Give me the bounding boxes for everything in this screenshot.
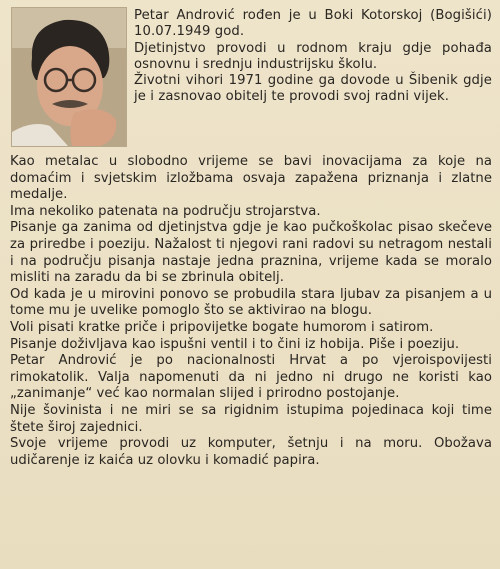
intro-paragraph: Djetinjstvo provodi u rodnom kraju gdje pohađa osnovnu i srednju industrijsku školu. (134, 40, 492, 72)
biography-text (10, 154, 492, 469)
intro-paragraph: Petar Andrović rođen je u Boki Kotorskoj (Bogišići) 10.07.1949 god. (134, 8, 492, 40)
intro-text (134, 8, 492, 106)
body-paragraph: Pisanje ga zanima od djetinjstva gdje je kao pučkoškolac pisao skečeve za priredbe i poeziju. Nažalost ti njegovi rani radovi su netragom nestali i na području pisanja nastaje jedna praznina, vrijeme kada se moralo misliti na zaradu da bi se zbrinula obitelj. (10, 220, 492, 286)
body-paragraph: Nije šovinista i ne miri se sa rigidnim istupima pojedinaca koji time štete široj zajednici. (10, 402, 492, 435)
intro-paragraph: Životni vihori 1971 godine ga dovode u Šibenik gdje je i zasnovao obitelj te provodi svoj radni vijek. (134, 73, 492, 105)
body-paragraph: Svoje vrijeme provodi uz komputer, šetnju i na moru. Obožava udičarenje iz kaića uz olovku i komadić papira. (10, 436, 492, 468)
body-paragraph: Ima nekoliko patenata na području strojarstva. (10, 203, 321, 219)
body-paragraph: Petar Andrović je po nacionalnosti Hrvat a po vjeroispovijesti rimokatolik. Valja napomenuti da ni jedno ni drugo ne koristi kao „zanimanje“ već kao normalan slijed i prirodno postojanje. (10, 353, 492, 402)
author-photo (11, 7, 127, 147)
body-paragraph: Voli pisati kratke priče i pripovijetke bogate humorom i satirom. (10, 319, 434, 335)
body-paragraph: Pisanje doživljava kao ispušni ventil i to čini iz hobija. Piše i poeziju. (10, 336, 460, 352)
body-paragraph: Od kada je u mirovini ponovo se probudila stara ljubav za pisanjem a u tome mu je uvelike pomoglo što se aktivirao na blogu. (10, 286, 492, 319)
body-paragraph: Kao metalac u slobodno vrijeme se bavi inovacijama za koje na domaćim i svjetskim izložbama osvaja zapažena priznanja i zlatne medalje. (10, 154, 492, 203)
